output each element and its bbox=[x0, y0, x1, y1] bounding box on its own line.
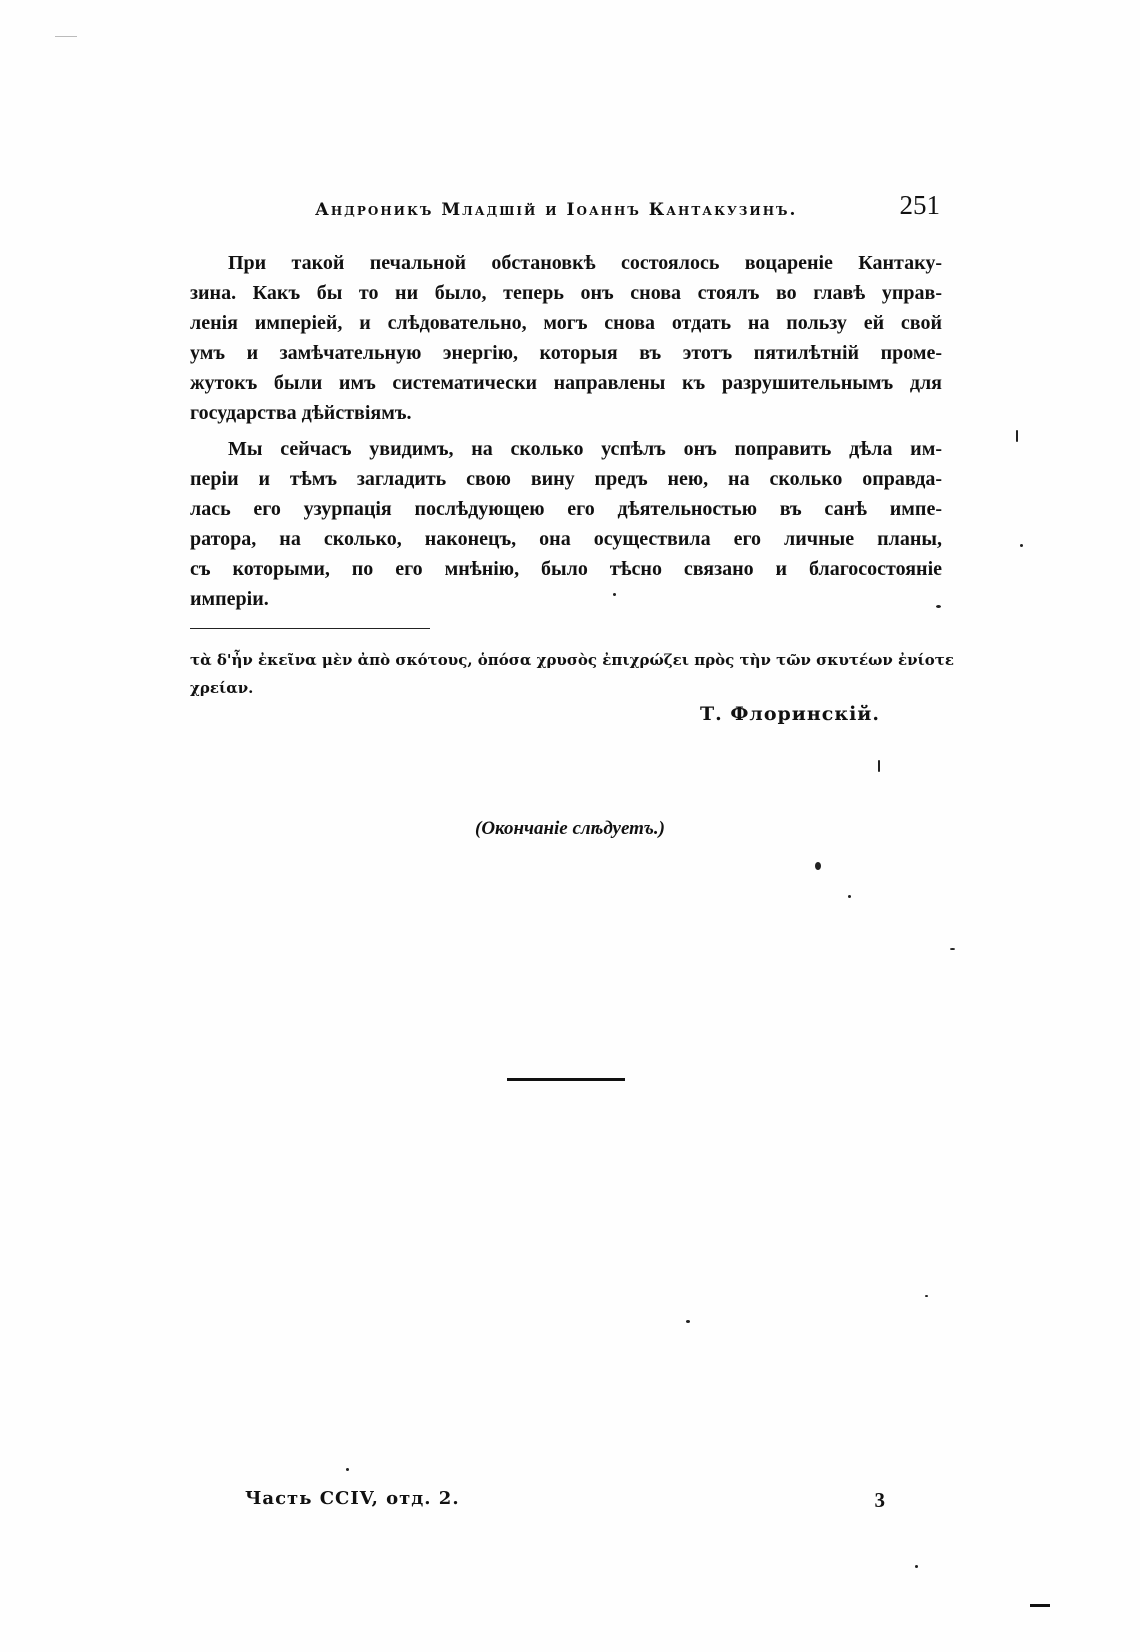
scan-artifact bbox=[1020, 544, 1023, 547]
scan-artifact bbox=[346, 1468, 349, 1471]
scan-artifact bbox=[686, 1320, 690, 1323]
text-line: ленія имперіей, и слѣдовательно, могъ снова отдать на пользу ей свой bbox=[190, 312, 942, 334]
scan-artifact bbox=[878, 760, 880, 772]
text-line: жутокъ были имъ систематически направлены къ разрушительнымъ для bbox=[190, 372, 942, 394]
main-text bbox=[190, 248, 942, 614]
running-title: Андроникъ Младшій и Іоаннъ Кантакузинъ. bbox=[315, 200, 798, 220]
text-line: государства дѣйствіямъ. bbox=[190, 402, 412, 424]
text-line: ратора, на сколько, наконецъ, она осуществила его личные планы, bbox=[190, 528, 942, 550]
page-footer bbox=[245, 1488, 885, 1518]
text-line: зина. Какъ бы то ни было, теперь онъ снова стоялъ во главѣ управ- bbox=[190, 282, 942, 304]
text-line: имперіи. bbox=[190, 588, 269, 610]
footnote-line: τὰ δ'ἦν ἐκεῖνα μὲν ἀπὸ σκότους, ὁπόσα χρυσὸς ἐπιχρώζει πρὸς τὴν τῶν σκυτέων ἐνίοτε bbox=[190, 651, 954, 669]
printer-signature-mark: Часть CCIV, отд. 2. bbox=[245, 1488, 460, 1509]
scan-artifact bbox=[55, 36, 77, 37]
scan-artifact bbox=[915, 1565, 918, 1568]
scan-artifact bbox=[925, 1295, 928, 1297]
footnote bbox=[190, 646, 954, 702]
end-rule bbox=[507, 1078, 625, 1081]
scan-artifact bbox=[936, 605, 941, 608]
author-signature: Т. Флоринскій. bbox=[700, 703, 880, 725]
footnote-separator bbox=[190, 628, 430, 629]
scan-artifact bbox=[950, 948, 955, 950]
continuation-note: (Окончаніе слѣдуетъ.) bbox=[475, 818, 665, 839]
text-line: Мы сейчасъ увидимъ, на сколько успѣлъ онъ поправить дѣла им- bbox=[228, 438, 942, 460]
scan-artifact bbox=[1016, 430, 1018, 442]
footnote-line: χρείαν. bbox=[190, 679, 254, 697]
text-line: съ которыми, по его мнѣнію, было тѣсно связано и благосостояніе bbox=[190, 558, 942, 580]
page-number: 251 bbox=[899, 190, 940, 220]
printer-signature-number: 3 bbox=[874, 1488, 885, 1512]
scan-artifact bbox=[815, 862, 821, 870]
scan-artifact bbox=[613, 593, 616, 596]
paragraph-1 bbox=[190, 248, 942, 428]
paragraph-2 bbox=[190, 434, 942, 614]
page-header bbox=[190, 190, 940, 230]
scan-artifact bbox=[848, 895, 851, 898]
scan-artifact bbox=[1030, 1604, 1050, 1607]
text-line: умъ и замѣчательную энергію, которыя въ этотъ пятилѣтній проме- bbox=[190, 342, 942, 364]
text-line: лась его узурпація послѣдующею его дѣятельностью въ санѣ импе- bbox=[190, 498, 942, 520]
text-line: При такой печальной обстановкѣ состоялось воцареніе Кантаку- bbox=[228, 252, 942, 274]
text-line: періи и тѣмъ загладить свою вину предъ нею, на сколько оправда- bbox=[190, 468, 942, 490]
